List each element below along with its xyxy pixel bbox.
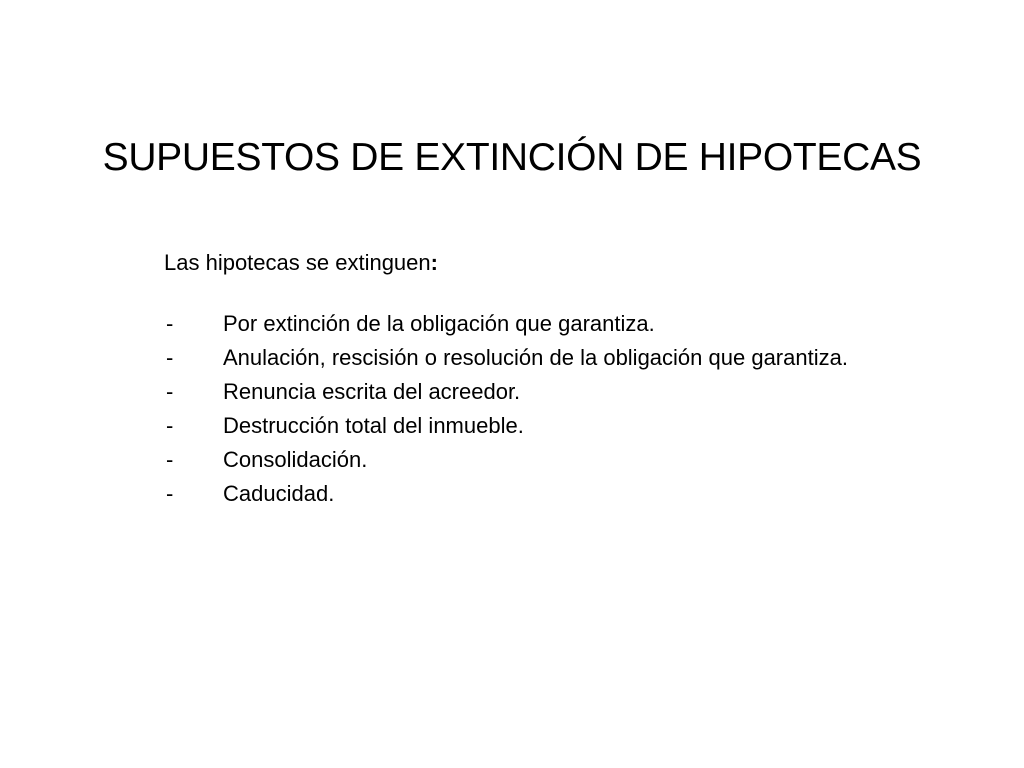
list-item	[164, 376, 884, 408]
list-item-text: Renuncia escrita del acreedor.	[223, 379, 521, 404]
extinction-list	[164, 308, 884, 510]
dash-marker: -	[166, 413, 174, 438]
intro-label: Las hipotecas se extinguen	[164, 250, 431, 275]
list-item-text: Por extinción de la obligación que garantiza.	[223, 311, 655, 336]
list-item-text: Anulación, rescisión o resolución de la obligación que garantiza.	[223, 345, 848, 370]
dash-marker: -	[166, 379, 174, 404]
list-item-text: Destrucción total del inmueble.	[223, 413, 524, 438]
list-item-text: Consolidación.	[223, 447, 368, 472]
list-item	[164, 342, 884, 374]
list-item	[164, 444, 884, 476]
list-item	[164, 410, 884, 442]
dash-marker: -	[166, 481, 174, 506]
intro-colon: :	[430, 250, 438, 275]
list-item	[164, 308, 884, 340]
list-item	[164, 478, 884, 510]
list-item-text: Caducidad.	[223, 481, 335, 506]
intro-text	[164, 247, 884, 278]
dash-marker: -	[166, 345, 174, 370]
dash-marker: -	[166, 311, 174, 336]
slide-body	[164, 247, 884, 512]
dash-marker: -	[166, 447, 174, 472]
slide-title: SUPUESTOS DE EXTINCIÓN DE HIPOTECAS	[102, 136, 922, 179]
